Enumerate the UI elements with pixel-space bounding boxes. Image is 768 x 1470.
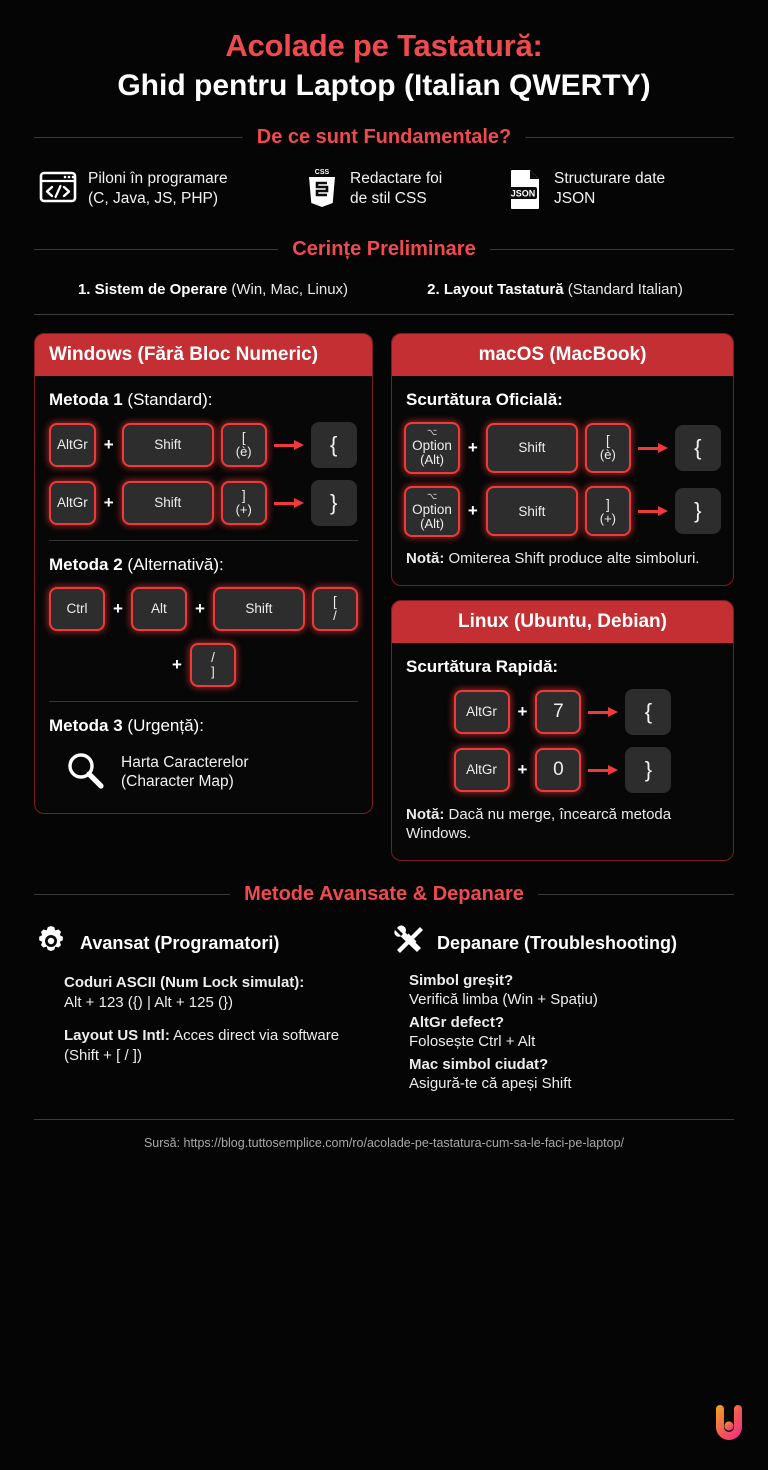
key-label-sub: (Alt) [420,515,444,531]
arrow-right-icon [274,440,304,450]
why-line-2: de stil CSS [350,189,427,207]
key-0[interactable] [535,748,581,792]
key-bracket-slash[interactable] [312,587,358,631]
character-map-item[interactable] [49,748,358,797]
macos-card-header: macOS (MacBook) [392,334,733,376]
column-right [391,333,734,861]
key-label-bottom: / [333,608,337,624]
key-7[interactable] [535,690,581,734]
tb-question: Simbol greșit? [409,971,514,989]
key-shift[interactable] [486,423,578,473]
key-shift[interactable] [122,481,214,525]
result-brace-open: { [311,422,357,468]
note-label: Notă: [406,550,445,568]
advanced-column [34,924,377,1097]
key-altgr[interactable] [454,690,510,734]
svg-text:JSON: JSON [510,188,536,199]
key-label: AltGr [57,437,88,453]
macos-subtitle: Scurtătura Oficială: [406,389,563,409]
why-item-text [350,167,442,209]
linux-note [406,805,719,844]
footer-divider [34,1119,734,1120]
prereq-detail: (Standard Italian) [563,280,683,298]
prereq-label: 2. Layout Tastatură [427,280,564,298]
prereq-item-layout [384,281,726,298]
key-label: 0 [553,759,564,781]
key-ctrl[interactable] [49,587,105,631]
divider [49,540,358,541]
result-brace-close: } [311,480,357,526]
windows-card-body [35,376,372,813]
key-label-top: / [211,650,215,666]
key-label-top: [ [332,594,337,610]
result-brace-close: } [625,747,671,793]
why-items-row [20,167,748,216]
why-item-text [554,167,665,209]
key-bracket-open[interactable] [585,423,631,473]
plus-sign: + [467,501,478,521]
character-map-text [121,753,249,793]
tb-answer: Asigură-te că apeși Shift [409,1075,572,1093]
troubleshooting-title: Depanare (Troubleshooting) [437,932,678,953]
key-bracket-open[interactable] [221,423,267,467]
why-line-1: Structurare date [554,169,666,187]
key-altgr[interactable] [454,748,510,792]
rule-left [34,249,278,250]
divider [49,701,358,702]
tb-question: Mac simbol ciudat? [409,1055,549,1073]
advanced-body [34,973,377,1066]
why-line-2: (C, Java, JS, PHP) [88,189,219,207]
advanced-header [34,924,377,963]
macos-note [406,549,719,569]
why-line-1: Redactare foi [350,169,443,187]
why-item-text [88,167,228,209]
method-detail: (Alternativă): [122,554,224,574]
method-label: Metoda 1 [49,389,123,409]
key-label: Ctrl [66,601,88,617]
page-title [20,0,748,104]
rule-left [34,137,243,138]
plus-sign: + [103,434,114,454]
troubleshooting-item [409,1013,734,1052]
key-label-top: [ [605,432,610,448]
key-label-bottom: (è) [599,447,616,463]
note-text: Omiterea Shift produce alte simboluri. [444,550,700,568]
key-shift[interactable] [213,587,305,631]
key-shift[interactable] [486,486,578,536]
key-label: Alt [151,601,167,617]
us-intl-label: Layout US Intl: [64,1027,170,1045]
windows-method3-title [49,716,358,736]
spacer [64,1012,377,1026]
result-brace-open: { [625,689,671,735]
ascii-codes-value: Alt + 123 ({) | Alt + 125 (}) [64,993,233,1011]
section-heading-prereq [34,238,734,261]
title-line-2: Ghid pentru Laptop (Italian QWERTY) [117,68,651,102]
advanced-row [20,924,748,1097]
key-altgr[interactable] [49,423,96,467]
prereq-row [20,281,748,298]
windows-method2-title [49,555,358,575]
key-label-bottom: (+) [235,502,252,518]
arrow-right-icon [638,506,668,516]
windows-m1-row-2 [49,480,358,526]
section-title-advanced: Metode Avansate & Depanare [244,882,524,905]
why-item-programming [38,167,296,216]
key-label: Option [412,437,452,453]
us-intl-item [64,1026,377,1066]
tb-answer: Verifică limba (Win + Spațiu) [409,991,598,1009]
macos-card-body [392,376,733,585]
linux-card-body [392,643,733,860]
macos-row-2 [406,486,719,538]
section-heading-advanced [34,883,734,906]
result-brace-close: } [675,488,721,534]
method-label: Metoda 2 [49,554,123,574]
windows-m2-row-1 [49,587,358,631]
key-label: Shift [154,495,182,511]
method-label: Metoda 3 [49,715,123,735]
arrow-right-icon [274,498,304,508]
troubleshooting-column [391,924,734,1097]
section-title-prereq: Cerințe Preliminare [292,237,476,260]
section-title-why: De ce sunt Fundamentale? [256,125,512,148]
key-label-bottom: (+) [599,510,616,526]
rule-right [490,249,734,250]
prereq-item-os [42,281,384,298]
us-intl-value: Acces direct via software (Shift + [ / ]) [64,1027,340,1065]
key-label-top: [ [241,430,246,446]
why-line-1: Piloni în programare [88,169,228,187]
arrow-right-icon [638,443,668,453]
key-label-top: ] [605,496,610,512]
ascii-codes-label: Coduri ASCII (Num Lock simulat): [64,973,305,991]
why-item-css [304,167,498,216]
rule-right [525,137,734,138]
linux-row-2 [406,747,719,793]
key-label-sub: (Alt) [420,452,444,468]
key-option[interactable] [404,422,460,474]
column-left [34,333,373,814]
troubleshooting-body [391,971,734,1094]
windows-card [34,333,373,814]
note-label: Notă: [406,805,445,823]
windows-m1-row-1 [49,422,358,468]
linux-subtitle: Scurtătura Rapidă: [406,656,559,676]
plus-sign: + [172,654,182,674]
svg-text:CSS: CSS [314,168,330,176]
source-url: Sursă: https://blog.tuttosemplice.com/ro/acolade-pe-tastatura-cum-sa-le-faci-pe-laptop/ [143,1135,625,1150]
key-alt[interactable] [131,587,187,631]
arrow-right-icon [588,765,618,775]
macos-card [391,333,734,586]
key-option[interactable] [404,486,460,538]
key-label-top: ] [241,488,246,504]
magnifier-icon [63,748,107,797]
tb-question: AltGr defect? [409,1013,505,1031]
key-label: AltGr [466,762,497,778]
key-bracket-close[interactable] [221,481,267,525]
json-file-icon [506,167,544,216]
method-detail: (Standard): [122,389,213,409]
prereq-detail: (Win, Mac, Linux) [227,280,349,298]
prereq-label: 1. Sistem de Operare [77,280,228,298]
charmap-line-2: (Character Map) [121,773,234,791]
os-cards-grid [20,333,748,861]
rule-left [34,894,230,895]
title-line-1: Acolade pe Tastatură: [225,28,543,63]
key-label: 7 [553,701,564,723]
key-label: Shift [518,503,546,519]
option-glyph-icon: ⌥ [426,426,438,437]
venngage-logo [712,1405,746,1450]
key-label: Shift [518,440,546,456]
troubleshooting-item [409,1055,734,1094]
plus-sign: + [467,437,478,457]
why-line-2: JSON [554,189,596,207]
method-detail: (Urgență): [122,715,204,735]
windows-card-header: Windows (Fără Bloc Numeric) [35,334,372,376]
why-item-json [506,167,730,216]
key-label-bottom: ] [211,664,215,680]
key-label: AltGr [57,495,88,511]
plus-sign: + [517,701,528,721]
code-window-icon [38,167,78,212]
key-label: Shift [245,601,273,617]
arrow-right-icon [588,707,618,717]
plus-sign: + [517,759,528,779]
charmap-line-1: Harta Caracterelor [121,753,249,771]
gear-icon [34,924,68,963]
macos-row-1 [406,422,719,474]
linux-card-header: Linux (Ubuntu, Debian) [392,601,733,643]
divider [34,314,734,315]
key-altgr[interactable] [49,481,96,525]
key-slash-bracket[interactable] [190,643,236,687]
windows-m2-row-2 [49,643,358,687]
advanced-title: Avansat (Programatori) [80,932,280,953]
tools-icon [391,924,425,963]
note-text: Dacă nu merge, încearcă metoda Windows. [406,805,672,843]
key-label: AltGr [466,704,497,720]
linux-row-1 [406,689,719,735]
key-bracket-close[interactable] [585,486,631,536]
section-heading-why [34,126,734,149]
option-glyph-icon: ⌥ [426,490,438,501]
key-shift[interactable] [122,423,214,467]
key-label: Shift [154,437,182,453]
rule-right [538,894,734,895]
linux-card [391,600,734,861]
troubleshooting-header [391,924,734,963]
plus-sign: + [103,492,114,512]
css3-icon [304,167,340,214]
troubleshooting-item [409,971,734,1010]
result-brace-open: { [675,425,721,471]
plus-sign: + [194,598,205,618]
windows-method1-title [49,390,358,410]
key-label: Option [412,501,452,517]
plus-sign: + [113,598,123,618]
key-label-bottom: (è) [235,444,252,460]
tb-answer: Folosește Ctrl + Alt [409,1033,536,1051]
